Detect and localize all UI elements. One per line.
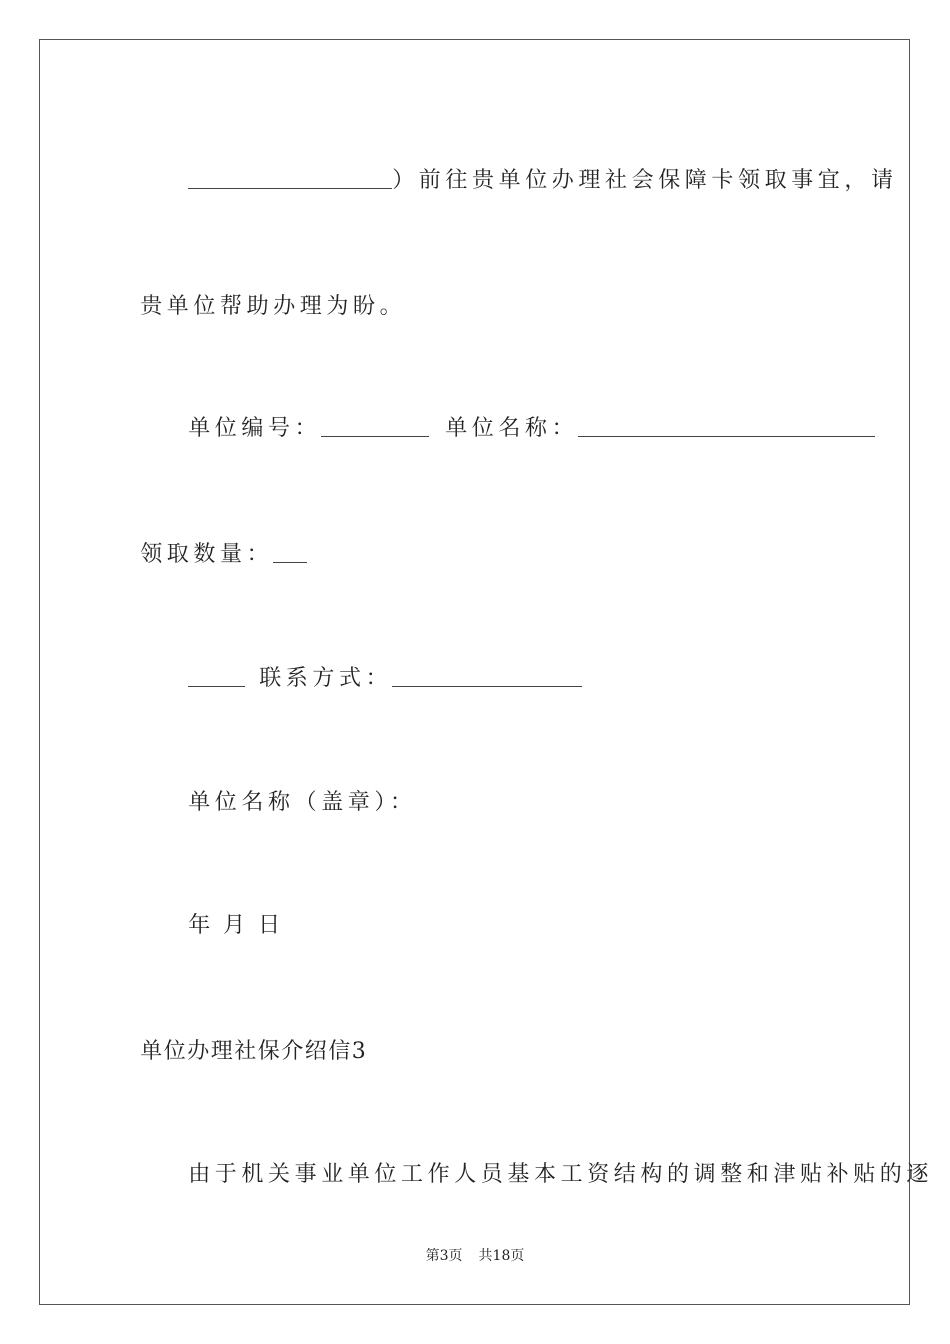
heading-text: 单位办理社保介绍信3 <box>140 1039 368 1064</box>
contact-blank <box>392 664 582 687</box>
unit-number-label: 单位编号： <box>188 416 322 441</box>
paragraph-line-2 <box>117 262 406 322</box>
unit-number-blank <box>321 414 429 437</box>
section-heading <box>117 1007 367 1067</box>
unit-name-label: 单位名称： <box>445 416 579 441</box>
paragraph-line-9 <box>165 1130 933 1190</box>
contact-label: 联系方式： <box>259 666 393 691</box>
paragraph-line-1 <box>165 136 898 196</box>
leading-blank <box>188 664 245 687</box>
date-text: 年 月 日 <box>188 913 284 938</box>
paragraph-line-3 <box>165 384 875 444</box>
page-footer <box>0 1246 950 1266</box>
paragraph-line-7 <box>165 881 283 941</box>
quantity-label: 领取数量： <box>140 542 274 567</box>
paragraph-line-6 <box>165 758 417 818</box>
line1-text: ）前往贵单位办理社会保障卡领取事宜，请 <box>392 168 898 193</box>
line2-text: 贵单位帮助办理为盼。 <box>140 294 407 319</box>
paragraph-line-5 <box>165 634 582 694</box>
body-text: 由于机关事业单位工作人员基本工资结构的调整和津贴补贴的逐 <box>188 1162 933 1187</box>
page-number: 第3页 <box>425 1248 463 1264</box>
seal-label: 单位名称（盖章）： <box>188 790 417 815</box>
total-pages: 共18页 <box>478 1248 525 1264</box>
blank-field <box>188 166 392 189</box>
quantity-blank <box>273 540 307 563</box>
unit-name-blank <box>578 414 875 437</box>
paragraph-line-4 <box>117 510 307 570</box>
